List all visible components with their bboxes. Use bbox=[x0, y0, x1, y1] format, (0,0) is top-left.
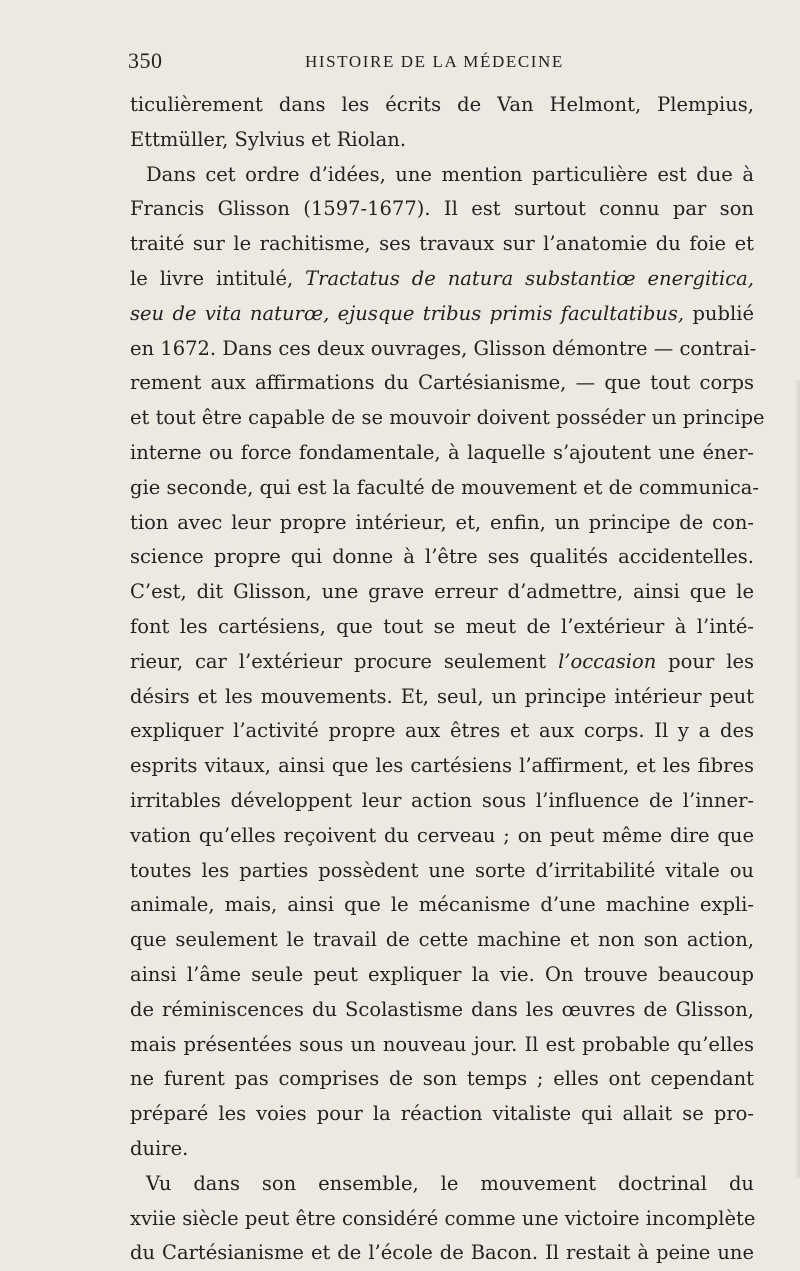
text-line: rieur, car l’extérieur procure seulement l’occasion pour les bbox=[130, 649, 754, 673]
text-line: irritables développent leur action sous l’influence de l’inner- bbox=[130, 788, 754, 812]
text-line: tion avec leur propre intérieur, et, enfin, un principe de con- bbox=[130, 510, 754, 534]
text-line: Ettmüller, Sylvius et Riolan. bbox=[130, 127, 407, 151]
text-line: le livre intitulé, Tractatus de natura substantiœ energitica, bbox=[130, 266, 755, 290]
text-line: seu de vita naturœ, ejusque tribus primis facultatibus, publié bbox=[130, 301, 754, 325]
text-line: et tout être capable de se mouvoir doivent posséder un principe bbox=[130, 406, 765, 430]
italic-title: Tractatus de natura substantiœ energitica, bbox=[305, 266, 755, 290]
page-edge-shadow bbox=[794, 380, 800, 1178]
text-line: mais présentées sous un nouveau jour. Il est probable qu’elles bbox=[130, 1032, 754, 1056]
text-line: ne furent pas comprises de son temps ; elles ont cependant bbox=[130, 1067, 754, 1091]
text-line: duire. bbox=[130, 1136, 189, 1160]
text-line: désirs et les mouvements. Et, seul, un principe intérieur peut bbox=[130, 684, 754, 708]
text-line: vation qu’elles reçoivent du cerveau ; on peut même dire que bbox=[130, 823, 754, 847]
text-line: traité sur le rachitisme, ses travaux sur l’anatomie du foie et bbox=[130, 232, 754, 256]
text-line: animale, mais, ainsi que le mécanisme d’une machine expli- bbox=[130, 893, 754, 917]
text-line: rement aux affirmations du Cartésianisme, — que tout corps bbox=[130, 371, 754, 395]
text-line: Francis Glisson (1597-1677). Il est surtout connu par son bbox=[130, 197, 754, 221]
text-line: du Cartésianisme et de l’école de Bacon. Il restait à peine une bbox=[130, 1241, 754, 1265]
text-line: science propre qui donne à l’être ses qualités accidentelles. bbox=[130, 545, 754, 569]
text-line: Dans cet ordre d’idées, une mention particulière est due à bbox=[146, 162, 754, 186]
text-line: Vu dans son ensemble, le mouvement doctrinal du bbox=[146, 1171, 754, 1195]
text-line: interne ou force fondamentale, à laquelle s’ajoutent une éner- bbox=[130, 440, 754, 464]
italic-word: l’occasion bbox=[558, 649, 657, 673]
text-line: gie seconde, qui est la faculté de mouvement et de communica- bbox=[130, 475, 760, 499]
text-line: expliquer l’activité propre aux êtres et aux corps. Il y a des bbox=[130, 719, 754, 743]
page-number: 350 bbox=[128, 48, 163, 73]
text-line: en 1672. Dans ces deux ouvrages, Glisson démontre — contrai- bbox=[130, 336, 757, 360]
text-line: ticulièrement dans les écrits de Van Helmont, Plempius, bbox=[130, 93, 754, 116]
italic-title: seu de vita naturœ, ejusque tribus primis facultatibus, bbox=[130, 301, 685, 325]
text-line: font les cartésiens, que tout se meut de l’extérieur à l’inté- bbox=[130, 614, 754, 638]
text-line: xviie siècle peut être considéré comme une victoire incomplète bbox=[130, 1206, 756, 1230]
text-line: C’est, dit Glisson, une grave erreur d’admettre, ainsi que le bbox=[130, 580, 754, 604]
text-line: toutes les parties possèdent une sorte d’irritabilité vitale ou bbox=[130, 858, 754, 882]
body-text bbox=[130, 88, 765, 1271]
text-line: préparé les voies pour la réaction vitaliste qui allait se pro- bbox=[130, 1102, 754, 1126]
text-line: que seulement le travail de cette machine et non son action, bbox=[130, 928, 754, 952]
running-head: HISTOIRE DE LA MÉDECINE bbox=[305, 52, 564, 71]
page-header bbox=[128, 48, 768, 72]
text-line: ainsi l’âme seule peut expliquer la vie. On trouve beaucoup bbox=[130, 962, 754, 986]
text-line: esprits vitaux, ainsi que les cartésiens l’affirment, et les fibres bbox=[130, 754, 754, 778]
text-line: de réminiscences du Scolastisme dans les œuvres de Glisson, bbox=[130, 997, 754, 1021]
